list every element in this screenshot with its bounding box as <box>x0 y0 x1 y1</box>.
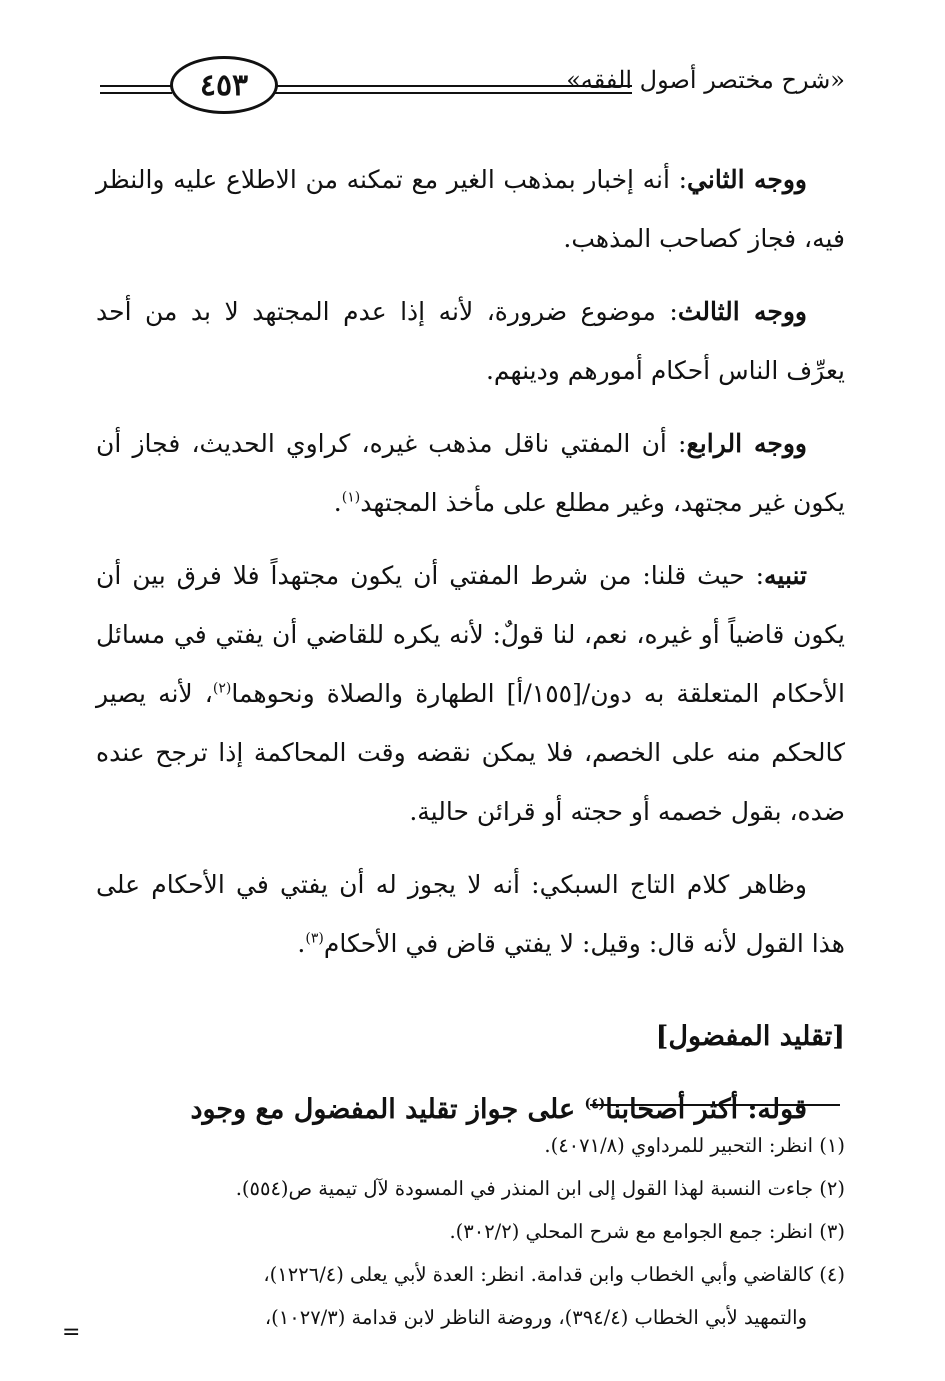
term-label: ووجه الثالث <box>677 297 807 326</box>
paragraph-fourth-aspect <box>96 414 845 532</box>
paragraph-text: : موضوع ضرورة، لأنه إذا عدم المجتهد لا بد من أحد يعرِّف الناس أحكام أمورهم ودينهم. <box>96 297 845 385</box>
footnote-ref-2[interactable]: (٢) <box>212 680 232 697</box>
paragraph-note <box>96 546 845 841</box>
section-heading: [تقليد المفضول] <box>655 1021 845 1052</box>
paragraph-end: . <box>297 929 306 958</box>
paragraph-text: قوله: أكثر أصحابنا <box>605 1094 807 1125</box>
term-label: ووجه الرابع <box>686 429 807 458</box>
book-title: «شرح مختصر أصول الفقه» <box>566 66 845 94</box>
paragraph-text-cont: على جواز تقليد المفضول مع وجود <box>190 1094 585 1125</box>
term-label: ووجه الثاني <box>687 165 807 194</box>
footnote-3: (٣) انظر: جمع الجوامع مع شرح المحلي (٣٠٢/٢). <box>449 1220 845 1243</box>
footnote-4-continued: والتمهيد لأبي الخطاب (٣٩٤/٤)، وروضة الناظر لابن قدامة (١٠٢٧/٣)، <box>264 1306 807 1329</box>
term-label: تنبيه <box>764 561 807 590</box>
paragraph-text-cont: ، لأنه يصير كالحكم منه على الخصم، فلا يمكن نقضه وقت المحاكمة إذا ترجح عنده ضده، بقول خصمه أو حجته أو قرائن حالية. <box>96 679 845 826</box>
header-rule-right <box>272 85 632 87</box>
header-rule-right-2 <box>272 92 632 94</box>
paragraph-end: . <box>333 488 342 517</box>
footnote-1: (١) انظر: التحبير للمرداوي (٤٠٧١/٨). <box>544 1134 845 1157</box>
paragraph-text: : أنه إخبار بمذهب الغير مع تمكنه من الاطلاع عليه والنظر فيه، فجاز كصاحب المذهب. <box>96 165 845 253</box>
paragraph-third-aspect <box>96 282 845 400</box>
footnote-separator <box>590 1104 840 1106</box>
page-number-badge <box>170 56 278 114</box>
paragraph-text: وظاهر كلام التاج السبكي: أنه لا يجوز له أن يفتي في الأحكام على هذا القول لأنه قال: وقيل: لا يفتي قاض في الأحكام <box>96 870 845 958</box>
header-rule-left-2 <box>100 92 172 94</box>
footnote-ref-1[interactable]: (١) <box>341 489 361 506</box>
paragraph-subki <box>96 855 845 973</box>
footnote-2: (٢) جاءت النسبة لهذا القول إلى ابن المنذر في المسودة لآل تيمية ص(٥٥٤). <box>235 1177 845 1200</box>
header-rule-left <box>100 85 172 87</box>
main-text <box>96 150 845 1153</box>
paragraph-second-aspect <box>96 150 845 268</box>
footnotes <box>60 1124 845 1339</box>
paragraph-text: : أن المفتي ناقل مذهب غيره، كراوي الحديث، فجاز أن يكون غير مجتهد، وغير مطلع على مأخذ المجتهد <box>96 429 845 517</box>
footnote-ref-3[interactable]: (٣) <box>305 930 324 947</box>
continuation-mark: = <box>62 1320 81 1345</box>
paragraph-text: : حيث قلنا: من شرط المفتي أن يكون مجتهداً فلا فرق بين أن يكون قاضياً أو غيره، نعم، لنا قولٌ: لأنه يكره للقاضي أن يفتي في مسائل الأحكام المتعلقة به دون/[١٥٥/أ] الطهارة والصلاة ونحوهما <box>96 561 845 708</box>
page-number: ٤٥٣ <box>199 67 249 103</box>
footnote-ref-4[interactable]: (٤) <box>584 1096 606 1112</box>
footnote-4: (٤) كالقاضي وأبي الخطاب وابن قدامة. انظر: العدة لأبي يعلى (١٢٢٦/٤)، <box>263 1263 845 1286</box>
